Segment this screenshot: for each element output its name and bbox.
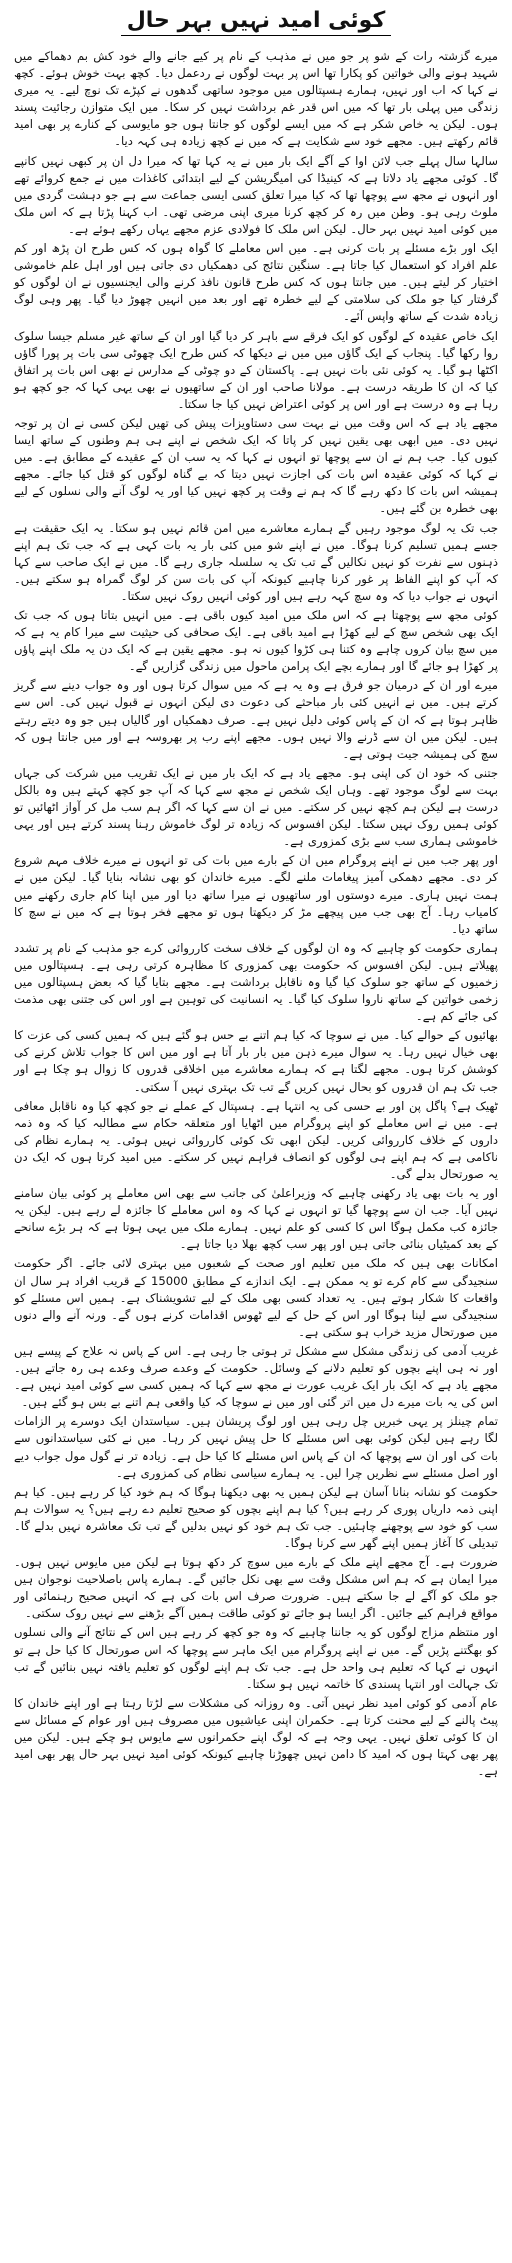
article-paragraph: ایک اور بڑے مسئلے پر بات کرنی ہے۔ میں اس معاملے کا گواہ ہوں کہ کس طرح ان پڑھ اور کم علم افراد کو استعمال کیا جاتا ہے۔ سنگین نتائج کی دھمکیاں دی جاتی ہیں اور اہل علم خاموشی اختیار کر لیتے ہیں۔ میں جانتا ہوں کہ کس طرح قانون نافذ کرنے والی ایجنسیوں نے ان لوگوں کو گرفتار کیا جو ملک کی سلامتی کے لیے خطرہ تھے اور بعد میں انہیں چھوڑ دیا گیا۔ پھر وہی لوگ زیادہ شدت کے ساتھ واپس آئے۔ — [14, 241, 498, 324]
article-paragraph: بھائیوں کے حوالے کیا۔ میں نے سوچا کہ کیا ہم اتنے بے حس ہو گئے ہیں کہ ہمیں کسی کی عزت کا بھی خیال نہیں رہا۔ یہ سوال میرے ذہن میں بار بار آتا ہے اور میں اس کا جواب تلاش کرنے کی کوشش کرتا ہوں۔ مجھے لگتا ہے کہ ہمارے معاشرے میں اخلاقی قدروں کا زوال ہو چکا ہے اور جب تک ہم ان قدروں کو بحال نہیں کریں گے تب تک بہتری نہیں آ سکتی۔ — [14, 1028, 498, 1094]
article-paragraph: اور یہ بات بھی یاد رکھنی چاہیے کہ وزیراعلیٰ کی جانب سے بھی اس معاملے پر کوئی بیان سامنے نہیں آیا۔ جب ان سے پوچھا گیا تو انہوں نے کہا کہ وہ اس معاملے کا جائزہ لے رہے ہیں۔ لیکن یہ جائزہ کب مکمل ہوگا اس کا کسی کو علم نہیں۔ ہمارے ملک میں یہی ہوتا ہے کہ ہر بڑے سانحے کے بعد کمیٹیاں بنائی جاتی ہیں اور پھر سب کچھ بھلا دیا جاتا ہے۔ — [14, 1186, 498, 1252]
article-paragraph: جتنی کہ خود ان کی اپنی ہو۔ مجھے یاد ہے کہ ایک بار میں نے ایک تقریب میں شرکت کی جہاں بہت سے لوگ موجود تھے۔ وہاں ایک شخص نے مجھ سے کہا کہ آپ جو کچھ کہتے ہیں وہ بالکل درست ہے لیکن ہم کچھ نہیں کر سکتے۔ میں نے ان سے کہا کہ اگر ہم سب مل کر آواز اٹھائیں تو کوئی ہمیں روک نہیں سکتا۔ لیکن افسوس کہ زیادہ تر لوگ خاموش رہنا پسند کرتے ہیں اور یہی خاموشی ہماری سب سے بڑی کمزوری ہے۔ — [14, 765, 498, 849]
article-paragraph: ہماری حکومت کو چاہیے کہ وہ ان لوگوں کے خلاف سخت کارروائی کرے جو مذہب کے نام پر تشدد پھیلاتے ہیں۔ لیکن افسوس کہ حکومت بھی کمزوری کا مظاہرہ کرتی رہی ہے۔ ہسپتالوں میں زخمیوں کے ساتھ جو سلوک کیا گیا وہ ناقابل برداشت ہے۔ مجھے بتایا گیا کہ بعض ہسپتالوں میں زخمی خواتین کے ساتھ ناروا سلوک کیا گیا۔ یہ انسانیت کی توہین ہے اور اس کی جتنی بھی مذمت کی جائے کم ہے۔ — [14, 940, 498, 1024]
article-paragraph: حکومت کو نشانہ بنانا آسان ہے لیکن ہمیں یہ بھی دیکھنا ہوگا کہ ہم خود کیا کر رہے ہیں۔ کیا ہم اپنی ذمہ داریاں پوری کر رہے ہیں؟ کیا ہم اپنے بچوں کو صحیح تعلیم دے رہے ہیں؟ یہ سوالات ہم سب کو خود سے پوچھنے چاہئیں۔ جب تک ہم خود کو نہیں بدلیں گے تب تک معاشرہ نہیں بدلے گا۔ تبدیلی کا آغاز ہمیں اپنے گھر سے کرنا ہوگا۔ — [14, 1484, 498, 1550]
article-paragraph: اور منتظم مزاج لوگوں کو یہ جاننا چاہیے کہ وہ جو کچھ کر رہے ہیں اس کے نتائج آنے والی نسلوں کو بھگتنے پڑیں گے۔ میں نے اپنے پروگرام میں ایک ماہر سے پوچھا کہ اس صورتحال کا کیا حل ہے تو انہوں نے کہا کہ تعلیم ہی واحد حل ہے۔ جب تک ہم اپنے لوگوں کو تعلیم یافتہ نہیں بنائیں گے تب تک جہالت اور انتہا پسندی کا خاتمہ نہیں ہو سکتا۔ — [14, 1625, 498, 1691]
article-paragraph: جب تک یہ لوگ موجود رہیں گے ہمارے معاشرے میں امن قائم نہیں ہو سکتا۔ یہ ایک حقیقت ہے جسے ہمیں تسلیم کرنا ہوگا۔ میں نے اپنے شو میں کئی بار یہ بات کہی ہے کہ جب تک ہم اپنے ذہنوں سے نفرت کو نہیں نکالیں گے تب تک یہ سلسلہ جاری رہے گا۔ میں نے ایک صاحب سے کہا کہ آپ کو اپنے الفاظ پر غور کرنا چاہیے کیونکہ آپ کی بات سن کر لوگ گمراہ ہو سکتے ہیں۔ انہوں نے جواب دیا کہ وہ سچ کہہ رہے ہیں اور کوئی انہیں روک نہیں سکتا۔ — [14, 520, 498, 603]
article-paragraph: ٹھیک ہے؟ پاگل پن اور بے حسی کی یہ انتہا ہے۔ ہسپتال کے عملے نے جو کچھ کیا وہ ناقابل معافی ہے۔ میں نے اس معاملے کو اپنے پروگرام میں اٹھایا اور متعلقہ حکام سے مطالبہ کیا کہ وہ ذمہ داروں کے خلاف کارروائی کریں۔ لیکن ابھی تک کوئی کارروائی نہیں ہوئی۔ یہ ہمارے نظام کی ناکامی ہے کہ ہم اپنے ہی لوگوں کو انصاف فراہم نہیں کر سکتے۔ میں امید کرتا ہوں کہ ایک دن یہ صورتحال بدلے گی۔ — [14, 1098, 498, 1181]
article-body — [14, 48, 498, 1780]
article-paragraph: ایک خاص عقیدہ کے لوگوں کو ایک فرقے سے باہر کر دیا گیا اور ان کے ساتھ غیر مسلم جیسا سلوک روا رکھا گیا۔ پنجاب کے ایک گاؤں میں میں نے دیکھا کہ کس طرح ایک چھوٹی سی بات پر پورا گاؤں اکٹھا ہو گیا۔ یہ کوئی نئی بات نہیں ہے۔ پاکستان کے دو چوٹی کے مدارس نے بھی اس بات پر اتفاق کیا کہ ان کا طریقہ درست ہے۔ مولانا صاحب اور ان کے ساتھیوں نے بھی یہی کہا کہ جو کچھ ہو رہا ہے وہ درست ہے اور اس پر کوئی اعتراض نہیں کیا جا سکتا۔ — [14, 328, 498, 411]
article-paragraph: تمام چینلز پر یہی خبریں چل رہی ہیں اور لوگ پریشان ہیں۔ سیاستدان ایک دوسرے پر الزامات لگا رہے ہیں لیکن کوئی بھی اس مسئلے کا حل پیش نہیں کر رہا۔ میں نے کئی سیاستدانوں سے بات کی اور ان سے پوچھا کہ ان کے پاس اس مسئلے کا کیا حل ہے۔ زیادہ تر نے گول مول جواب دیے اور اصل مسئلے سے نظریں چرا لیں۔ یہ ہمارے سیاسی نظام کی کمزوری ہے۔ — [14, 1414, 498, 1480]
article-paragraph: امکانات بھی ہیں کہ ملک میں تعلیم اور صحت کے شعبوں میں بہتری لائی جائے۔ اگر حکومت سنجیدگی سے کام کرے تو یہ ممکن ہے۔ ایک اندازے کے مطابق 15000 کے قریب افراد ہر سال ان واقعات کا شکار ہوتے ہیں۔ یہ تعداد کسی بھی ملک کے لیے تشویشناک ہے۔ ہمیں اس مسئلے کو سنجیدگی سے لینا ہوگا اور اس کے حل کے لیے ٹھوس اقدامات کرنے ہوں گے۔ ورنہ آنے والے دنوں میں صورتحال مزید خراب ہو سکتی ہے۔ — [14, 1256, 499, 1339]
article-paragraph: کوئی مجھ سے پوچھتا ہے کہ اس ملک میں امید کیوں باقی ہے۔ میں انہیں بتاتا ہوں کہ جب تک ایک بھی شخص سچ کے لیے کھڑا ہے امید باقی ہے۔ ایک صحافی کی حیثیت سے میرا کام یہ ہے کہ میں سچ بیان کروں چاہے وہ کتنا ہی کڑوا کیوں نہ ہو۔ مجھے یقین ہے کہ ایک دن یہ ملک اپنے پاؤں پر کھڑا ہو جائے گا اور ہمارے بچے ایک پرامن ماحول میں زندگی گزاریں گے۔ — [14, 608, 498, 674]
article-paragraph: عام آدمی کو کوئی امید نظر نہیں آتی۔ وہ روزانہ کی مشکلات سے لڑتا رہتا ہے اور اپنے خاندان کا پیٹ پالنے کے لیے محنت کرتا ہے۔ حکمران اپنی عیاشیوں میں مصروف ہیں اور عوام کے مسائل سے ان کا کوئی تعلق نہیں۔ یہی وجہ ہے کہ لوگ اپنے حکمرانوں سے مایوس ہو چکے ہیں۔ لیکن میں پھر بھی کہتا ہوں کہ امید کا دامن نہیں چھوڑنا چاہیے کیونکہ کوئی امید نہیں بہر حال پھر بھی امید ہے۔ — [14, 1695, 498, 1779]
article-paragraph: اور پھر جب میں نے اپنے پروگرام میں ان کے بارے میں بات کی تو انہوں نے میرے خلاف مہم شروع کر دی۔ مجھے دھمکی آمیز پیغامات ملنے لگے۔ میرے خاندان کو بھی نشانہ بنایا گیا۔ لیکن میں نے ہمت نہیں ہاری۔ میرے دوستوں اور ساتھیوں نے میرا ساتھ دیا اور میں اپنا کام جاری رکھنے میں کامیاب رہا۔ آج بھی جب میں پیچھے مڑ کر دیکھتا ہوں تو مجھے فخر ہوتا ہے کہ میں نے سچ کا ساتھ دیا۔ — [14, 853, 498, 936]
article-paragraph: مجھے یاد ہے کہ اس وقت میں نے بہت سی دستاویزات پیش کی تھیں لیکن کسی نے ان پر توجہ نہیں دی۔ میں ابھی بھی یقین نہیں کر پاتا کہ ایک شخص نے اپنے ہی ہم وطنوں کے ساتھ ایسا کیوں کیا۔ جب ہم نے ان سے پوچھا تو انہوں نے کہا کہ یہ سب ان کے عقیدے کے مطابق ہے۔ میں نے کہا کہ کوئی عقیدہ اس بات کی اجازت نہیں دیتا کہ بے گناہ لوگوں کو قتل کیا جائے۔ مجھے ہمیشہ اس بات کا دکھ رہے گا کہ ہم نے وقت پر کچھ نہیں کیا اور یہ لوگ آنے والی نسلوں کے لیے بھی خطرہ بن گئے ہیں۔ — [14, 415, 498, 516]
article-paragraph: سالہا سال پہلے جب لائن اوا کے آگے ایک بار میں نے یہ کہا تھا کہ میرا دل ان پر کبھی نہیں کانپے گا۔ کوئی مجھے یاد دلاتا ہے کہ کینیڈا کی امیگریشن کے لیے ابتدائی کاغذات میں نے جمع کروائے تھے اور انہوں نے مجھ سے پوچھا تھا کہ کیا میرا تعلق کسی ایسی جماعت سے ہے جو دہشت گردی میں ملوث رہی ہو۔ وطن میں رہ کر کچھ کرنا میری اپنی مرضی تھی۔ اب کہنا پڑتا ہے کہ اس ملک میں کوئی امید نہیں بہر حال۔ لیکن اس ملک کا فولادی عزم مجھے یہاں رکھے ہوئے ہے۔ — [14, 153, 498, 236]
title-wrap — [14, 8, 498, 36]
article-paragraph: میرے اور ان کے درمیان جو فرق ہے وہ یہ ہے کہ میں سوال کرتا ہوں اور وہ جواب دینے سے گریز کرتے ہیں۔ میں نے انہیں کئی بار مباحثے کی دعوت دی لیکن انہوں نے قبول نہیں کی۔ اس سے ظاہر ہوتا ہے کہ ان کے پاس کوئی دلیل نہیں ہے۔ صرف دھمکیاں اور گالیاں ہیں جو وہ دیتے رہتے ہیں۔ لیکن میں ان سے ڈرنے والا نہیں ہوں۔ مجھے اپنے رب پر بھروسہ ہے اور میں جانتا ہوں کہ سچ کی ہمیشہ جیت ہوتی ہے۔ — [14, 678, 498, 761]
article-title: کوئی امید نہیں بہر حال — [121, 8, 392, 36]
article-paragraph: میرے گزشتہ رات کے شو پر جو میں نے مذہب کے نام پر کیے جانے والے خود کش بم دھماکے میں شہید ہونے والی خواتین کو پکارا تھا اس پر بہت لوگوں نے ردعمل دیا۔ کچھ بہت خوش ہوئے۔ کچھ نے کہا کہ اب اور نہیں، ہمارے ہسپتالوں میں موجود ساتھی گدھوں نے کپڑے تک نوچ لیے۔ یہ میری زندگی میں پہلی بار تھا کہ میں اس قدر غم برداشت نہیں کر سکا۔ میں ایک متوازن رجائیت پسند ہوں۔ لیکن یہ خاص شکر ہے کہ میں ایسے لوگوں کو جانتا ہوں جو مایوسی کے کنارے پر بھی امید قائم رکھتے ہیں۔ مجھے خود سے شکایت ہے کہ میں نے کچھ زیادہ ہی کہہ دیا۔ — [14, 49, 498, 149]
article-paragraph: ضرورت ہے۔ آج مجھے اپنے ملک کے بارے میں سوچ کر دکھ ہوتا ہے لیکن میں مایوس نہیں ہوں۔ میرا ایمان ہے کہ ہم اس مشکل وقت سے بھی نکل جائیں گے۔ ہمارے پاس باصلاحیت نوجوان ہیں جو ملک کو آگے لے جا سکتے ہیں۔ ضرورت صرف اس بات کی ہے کہ انہیں صحیح رہنمائی اور مواقع فراہم کیے جائیں۔ اگر ایسا ہو جائے تو کوئی طاقت ہمیں آگے بڑھنے سے نہیں روک سکتی۔ — [14, 1555, 498, 1621]
article-paragraph: غریب آدمی کی زندگی مشکل سے مشکل تر ہوتی جا رہی ہے۔ اس کے پاس نہ علاج کے پیسے ہیں اور نہ ہی اپنے بچوں کو تعلیم دلانے کے وسائل۔ حکومت کے وعدے صرف وعدے ہی رہ جاتے ہیں۔ مجھے یاد ہے کہ ایک بار ایک غریب عورت نے مجھ سے کہا کہ ہمیں کسی سے کوئی امید نہیں ہے۔ اس کی یہ بات میرے دل میں اتر گئی اور میں نے سوچا کہ کیا واقعی ہم اتنے بے بس ہو گئے ہیں۔ — [14, 1343, 498, 1410]
